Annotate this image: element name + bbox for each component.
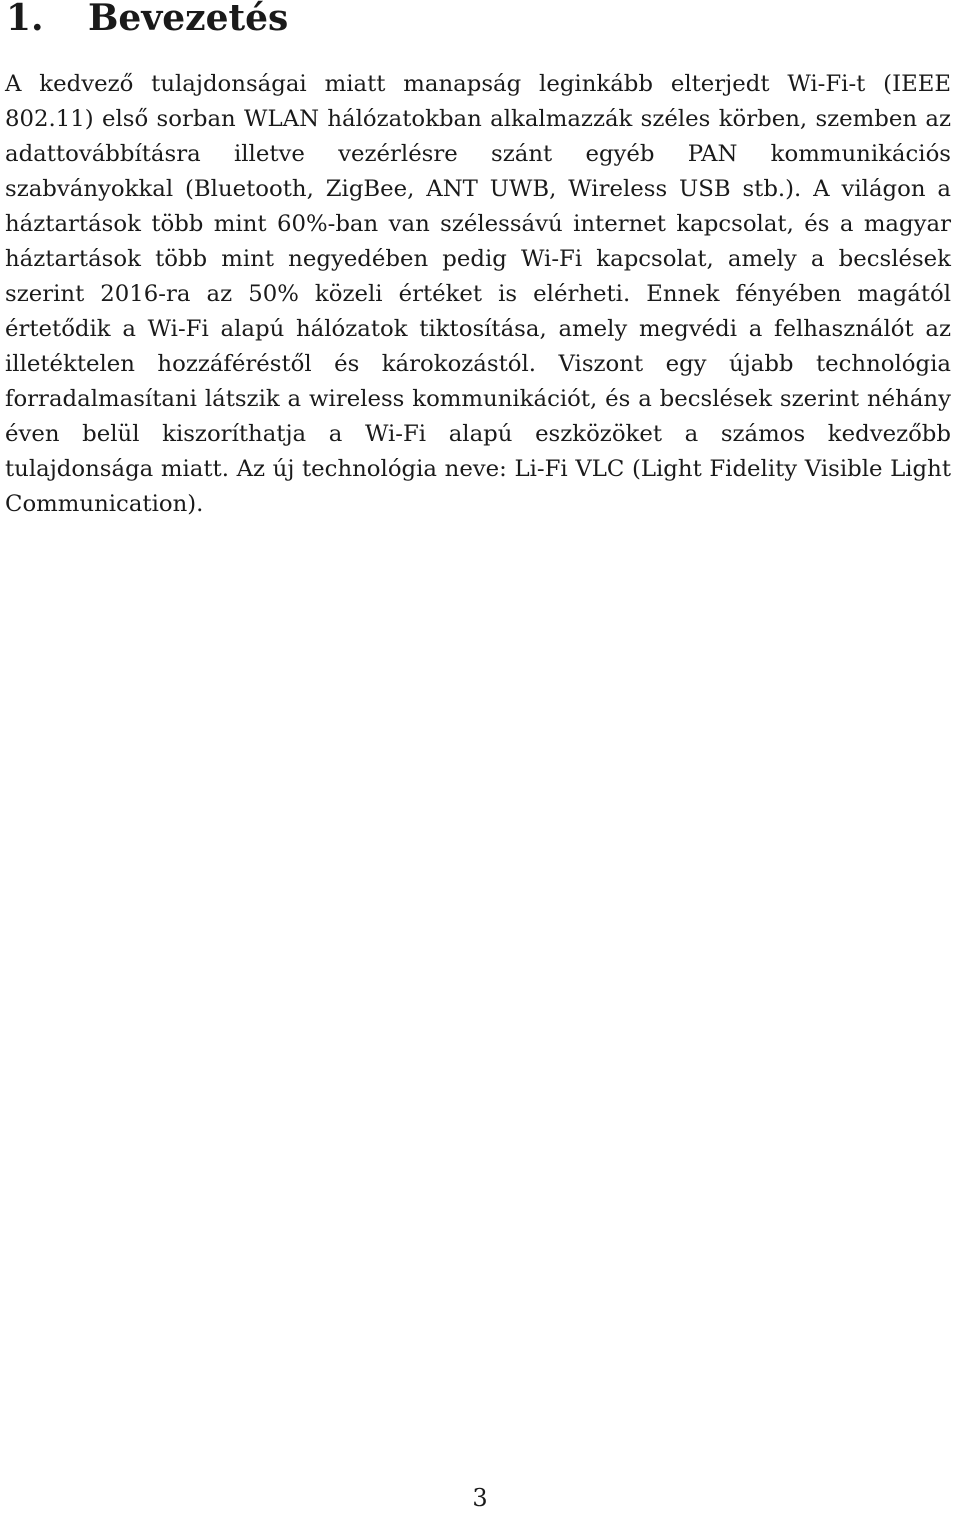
- section-title: Bevezetés: [88, 0, 289, 39]
- page-number: 3: [472, 1484, 488, 1512]
- section-number: 1.: [6, 0, 44, 39]
- section-heading: [6, 0, 288, 42]
- body-paragraph: A kedvező tulajdonságai miatt manapság leginkább elterjedt Wi-Fi-t (IEEE 802.11) első sorban WLAN hálózatokban alkalmazzák széles körben, szemben az adattovábbításra illetve vezérlésre szánt egyéb PAN kommunikációs szabványokkal (Bluetooth, ZigBee, ANT UWB, Wireless USB stb.). A világon a háztartások több mint 60%-ban van szélessávú internet kapcsolat, és a magyar háztartások több mint negyedében pedig Wi-Fi kapcsolat, amely a becslések szerint 2016-ra az 50% közeli értéket is elérheti. Ennek fényében magától értetődik a Wi-Fi alapú hálózatok tiktosítása, amely megvédi a felhasználót az illetéktelen hozzáféréstől és károkozástól. Viszont egy újabb technológia forradalmasítani látszik a wireless kommunikációt, és a becslések szerint néhány éven belül kiszoríthatja a Wi-Fi alapú eszközöket a számos kedvezőbb tulajdonsága miatt. Az új technológia neve: Li-Fi VLC (Light Fidelity Visible Light Communication).: [5, 71, 951, 517]
